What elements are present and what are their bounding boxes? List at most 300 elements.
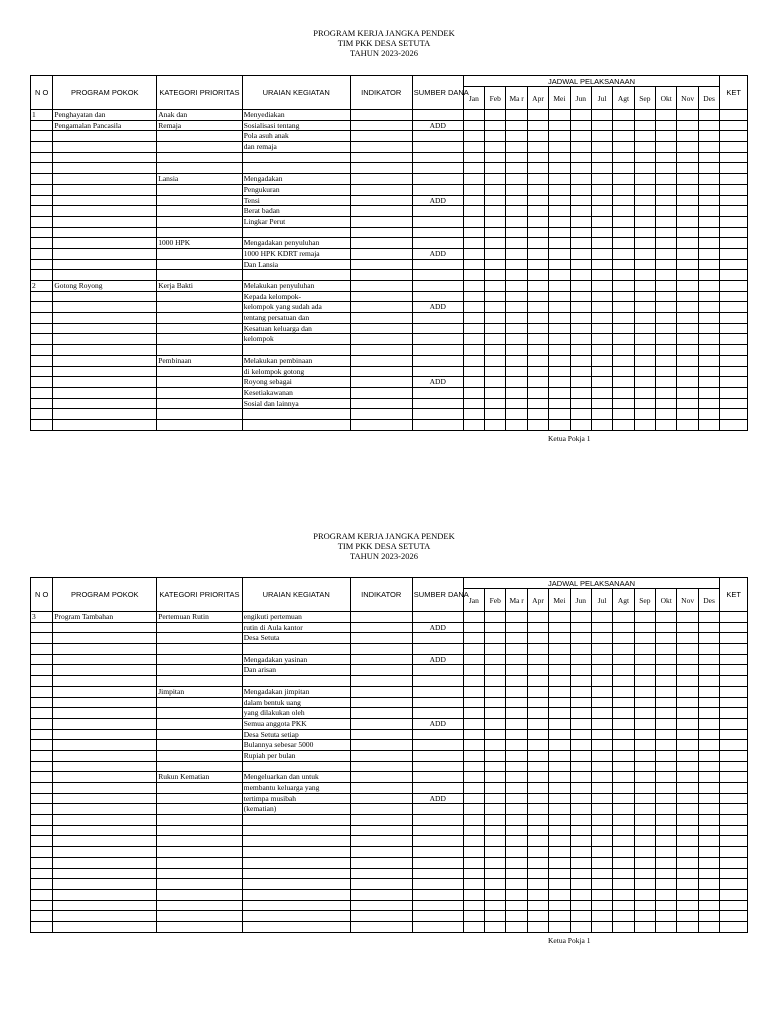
cell-uraian bbox=[242, 847, 350, 858]
cell-uraian: rutin di Aula kantor bbox=[242, 622, 350, 633]
document-title-2 bbox=[0, 531, 768, 561]
cell-month bbox=[591, 120, 612, 131]
cell-month bbox=[698, 750, 720, 761]
cell-ket bbox=[720, 313, 748, 324]
cell-sumber-dana: ADD bbox=[412, 622, 463, 633]
table-row bbox=[31, 238, 748, 249]
cell-month bbox=[463, 163, 484, 174]
cell-program-pokok bbox=[53, 921, 157, 932]
cell-month bbox=[485, 227, 506, 238]
cell-month bbox=[677, 184, 698, 195]
table-row bbox=[31, 120, 748, 131]
cell-month bbox=[698, 804, 720, 815]
cell-month bbox=[570, 345, 591, 356]
cell-month bbox=[570, 281, 591, 292]
table-row bbox=[31, 409, 748, 420]
header-month: Agt bbox=[613, 589, 634, 612]
cell-month bbox=[656, 772, 677, 783]
cell-month bbox=[591, 270, 612, 281]
cell-month bbox=[463, 227, 484, 238]
cell-month bbox=[698, 334, 720, 345]
cell-sumber-dana bbox=[412, 836, 463, 847]
cell-month bbox=[549, 313, 570, 324]
cell-month bbox=[591, 174, 612, 185]
cell-indikator bbox=[350, 815, 412, 826]
cell-month bbox=[677, 387, 698, 398]
cell-program-pokok bbox=[53, 142, 157, 153]
cell-month bbox=[527, 206, 548, 217]
cell-month bbox=[549, 323, 570, 334]
cell-indikator bbox=[350, 686, 412, 697]
cell-indikator bbox=[350, 729, 412, 740]
cell-month bbox=[549, 270, 570, 281]
header-indikator: INDIKATOR bbox=[350, 76, 412, 110]
cell-month bbox=[698, 377, 720, 388]
table-row bbox=[31, 761, 748, 772]
cell-month bbox=[549, 110, 570, 121]
cell-month bbox=[634, 900, 655, 911]
cell-kategori bbox=[157, 750, 243, 761]
cell-month bbox=[527, 761, 548, 772]
cell-sumber-dana bbox=[412, 740, 463, 751]
cell-month bbox=[527, 227, 548, 238]
cell-sumber-dana: ADD bbox=[412, 248, 463, 259]
cell-month bbox=[570, 174, 591, 185]
cell-program-pokok bbox=[53, 761, 157, 772]
cell-month bbox=[485, 184, 506, 195]
cell-month bbox=[613, 409, 634, 420]
cell-month bbox=[463, 131, 484, 142]
cell-month bbox=[613, 142, 634, 153]
cell-month bbox=[506, 793, 527, 804]
cell-month bbox=[591, 366, 612, 377]
cell-month bbox=[506, 131, 527, 142]
cell-month bbox=[698, 718, 720, 729]
cell-month bbox=[506, 291, 527, 302]
cell-program-pokok bbox=[53, 793, 157, 804]
cell-ket bbox=[720, 665, 748, 676]
cell-sumber-dana bbox=[412, 206, 463, 217]
cell-month bbox=[677, 142, 698, 153]
table-row bbox=[31, 355, 748, 366]
cell-month bbox=[549, 815, 570, 826]
cell-no bbox=[31, 302, 53, 313]
cell-kategori bbox=[157, 654, 243, 665]
cell-month bbox=[527, 825, 548, 836]
cell-month bbox=[570, 793, 591, 804]
cell-month bbox=[677, 900, 698, 911]
cell-month bbox=[634, 270, 655, 281]
cell-month bbox=[463, 366, 484, 377]
cell-month bbox=[656, 216, 677, 227]
cell-month bbox=[698, 676, 720, 687]
cell-month bbox=[677, 911, 698, 922]
table-row bbox=[31, 686, 748, 697]
cell-program-pokok bbox=[53, 334, 157, 345]
cell-month bbox=[485, 729, 506, 740]
cell-ket bbox=[720, 857, 748, 868]
cell-month bbox=[463, 216, 484, 227]
cell-month bbox=[591, 815, 612, 826]
cell-month bbox=[570, 804, 591, 815]
cell-month bbox=[613, 110, 634, 121]
cell-month bbox=[527, 889, 548, 900]
cell-month bbox=[698, 857, 720, 868]
cell-indikator bbox=[350, 900, 412, 911]
table-row bbox=[31, 708, 748, 719]
cell-month bbox=[613, 131, 634, 142]
cell-indikator bbox=[350, 879, 412, 890]
cell-month bbox=[634, 761, 655, 772]
cell-month bbox=[634, 259, 655, 270]
cell-month bbox=[634, 836, 655, 847]
cell-sumber-dana bbox=[412, 708, 463, 719]
cell-month bbox=[463, 110, 484, 121]
cell-kategori bbox=[157, 665, 243, 676]
cell-kategori bbox=[157, 889, 243, 900]
cell-no bbox=[31, 323, 53, 334]
cell-kategori bbox=[157, 708, 243, 719]
cell-kategori bbox=[157, 366, 243, 377]
header-month: Nov bbox=[677, 589, 698, 612]
table-row bbox=[31, 131, 748, 142]
cell-month bbox=[591, 259, 612, 270]
cell-month bbox=[613, 793, 634, 804]
table-row bbox=[31, 633, 748, 644]
cell-month bbox=[527, 419, 548, 430]
cell-month bbox=[506, 750, 527, 761]
cell-program-pokok bbox=[53, 184, 157, 195]
cell-program-pokok bbox=[53, 633, 157, 644]
cell-month bbox=[677, 644, 698, 655]
cell-ket bbox=[720, 334, 748, 345]
cell-no bbox=[31, 120, 53, 131]
cell-month bbox=[485, 120, 506, 131]
cell-month bbox=[485, 654, 506, 665]
cell-kategori bbox=[157, 387, 243, 398]
title-line: PROGRAM KERJA JANGKA PENDEK bbox=[313, 28, 455, 38]
cell-month bbox=[570, 206, 591, 217]
cell-no bbox=[31, 184, 53, 195]
cell-uraian: Dan Lansia bbox=[242, 259, 350, 270]
cell-month bbox=[656, 665, 677, 676]
cell-month bbox=[698, 921, 720, 932]
cell-kategori bbox=[157, 836, 243, 847]
cell-ket bbox=[720, 281, 748, 292]
cell-indikator bbox=[350, 398, 412, 409]
cell-month bbox=[698, 708, 720, 719]
cell-indikator bbox=[350, 323, 412, 334]
cell-month bbox=[656, 152, 677, 163]
cell-month bbox=[527, 686, 548, 697]
cell-month bbox=[463, 345, 484, 356]
cell-month bbox=[656, 355, 677, 366]
cell-month bbox=[485, 334, 506, 345]
cell-month bbox=[677, 847, 698, 858]
cell-month bbox=[485, 665, 506, 676]
header-month: Ma r bbox=[506, 87, 527, 110]
cell-uraian bbox=[242, 163, 350, 174]
cell-no bbox=[31, 879, 53, 890]
header-uraian: URAIAN KEGIATAN bbox=[242, 578, 350, 612]
table-row bbox=[31, 729, 748, 740]
cell-month bbox=[570, 355, 591, 366]
cell-sumber-dana bbox=[412, 676, 463, 687]
cell-month bbox=[463, 708, 484, 719]
cell-month bbox=[549, 216, 570, 227]
cell-month bbox=[527, 120, 548, 131]
cell-no bbox=[31, 419, 53, 430]
cell-month bbox=[591, 238, 612, 249]
cell-ket bbox=[720, 633, 748, 644]
cell-month bbox=[570, 120, 591, 131]
cell-month bbox=[698, 184, 720, 195]
table-row bbox=[31, 387, 748, 398]
cell-month bbox=[506, 718, 527, 729]
cell-month bbox=[506, 110, 527, 121]
cell-month bbox=[698, 868, 720, 879]
cell-kategori bbox=[157, 152, 243, 163]
cell-uraian bbox=[242, 911, 350, 922]
cell-month bbox=[485, 708, 506, 719]
cell-month bbox=[506, 227, 527, 238]
cell-month bbox=[570, 302, 591, 313]
cell-kategori bbox=[157, 345, 243, 356]
cell-month bbox=[677, 761, 698, 772]
cell-month bbox=[463, 750, 484, 761]
cell-month bbox=[634, 174, 655, 185]
cell-month bbox=[698, 879, 720, 890]
cell-month bbox=[698, 281, 720, 292]
cell-indikator bbox=[350, 409, 412, 420]
cell-indikator bbox=[350, 889, 412, 900]
cell-kategori bbox=[157, 644, 243, 655]
cell-month bbox=[634, 879, 655, 890]
cell-month bbox=[656, 697, 677, 708]
cell-month bbox=[463, 313, 484, 324]
cell-month bbox=[698, 398, 720, 409]
cell-program-pokok bbox=[53, 676, 157, 687]
cell-month bbox=[570, 377, 591, 388]
cell-month bbox=[463, 740, 484, 751]
cell-ket bbox=[720, 729, 748, 740]
cell-month bbox=[656, 323, 677, 334]
cell-month bbox=[677, 419, 698, 430]
cell-no bbox=[31, 847, 53, 858]
cell-month bbox=[463, 142, 484, 153]
cell-month bbox=[506, 345, 527, 356]
cell-month bbox=[634, 612, 655, 623]
cell-sumber-dana bbox=[412, 387, 463, 398]
cell-month bbox=[549, 676, 570, 687]
cell-month bbox=[613, 419, 634, 430]
cell-month bbox=[527, 152, 548, 163]
cell-kategori bbox=[157, 825, 243, 836]
cell-sumber-dana: ADD bbox=[412, 302, 463, 313]
cell-month bbox=[485, 857, 506, 868]
cell-month bbox=[485, 772, 506, 783]
cell-no bbox=[31, 291, 53, 302]
cell-month bbox=[506, 889, 527, 900]
cell-month bbox=[613, 366, 634, 377]
cell-no bbox=[31, 345, 53, 356]
cell-month bbox=[570, 238, 591, 249]
cell-indikator bbox=[350, 131, 412, 142]
table-row bbox=[31, 152, 748, 163]
cell-month bbox=[485, 911, 506, 922]
cell-month bbox=[570, 163, 591, 174]
cell-month bbox=[634, 409, 655, 420]
cell-uraian: Dan arisan bbox=[242, 665, 350, 676]
cell-month bbox=[656, 184, 677, 195]
cell-no bbox=[31, 163, 53, 174]
cell-indikator bbox=[350, 740, 412, 751]
cell-ket bbox=[720, 206, 748, 217]
cell-month bbox=[613, 697, 634, 708]
cell-indikator bbox=[350, 783, 412, 794]
cell-month bbox=[549, 206, 570, 217]
cell-no bbox=[31, 216, 53, 227]
cell-indikator bbox=[350, 921, 412, 932]
cell-kategori bbox=[157, 793, 243, 804]
cell-sumber-dana bbox=[412, 825, 463, 836]
cell-month bbox=[591, 740, 612, 751]
cell-month bbox=[677, 836, 698, 847]
cell-month bbox=[506, 248, 527, 259]
cell-month bbox=[613, 334, 634, 345]
cell-uraian bbox=[242, 761, 350, 772]
cell-month bbox=[677, 750, 698, 761]
cell-month bbox=[485, 718, 506, 729]
cell-month bbox=[634, 911, 655, 922]
cell-month bbox=[506, 879, 527, 890]
cell-month bbox=[656, 622, 677, 633]
cell-month bbox=[656, 921, 677, 932]
cell-month bbox=[506, 419, 527, 430]
cell-month bbox=[591, 355, 612, 366]
cell-no bbox=[31, 355, 53, 366]
cell-month bbox=[634, 152, 655, 163]
cell-month bbox=[698, 409, 720, 420]
cell-no bbox=[31, 633, 53, 644]
cell-ket bbox=[720, 750, 748, 761]
cell-kategori bbox=[157, 206, 243, 217]
cell-month bbox=[527, 387, 548, 398]
cell-sumber-dana bbox=[412, 868, 463, 879]
cell-program-pokok bbox=[53, 174, 157, 185]
cell-month bbox=[549, 355, 570, 366]
cell-month bbox=[549, 804, 570, 815]
cell-program-pokok bbox=[53, 313, 157, 324]
cell-kategori bbox=[157, 847, 243, 858]
cell-indikator bbox=[350, 612, 412, 623]
cell-indikator bbox=[350, 761, 412, 772]
cell-uraian bbox=[242, 889, 350, 900]
cell-month bbox=[656, 740, 677, 751]
cell-kategori bbox=[157, 302, 243, 313]
cell-month bbox=[591, 911, 612, 922]
cell-sumber-dana bbox=[412, 142, 463, 153]
cell-uraian: Mengadakan bbox=[242, 174, 350, 185]
cell-month bbox=[506, 676, 527, 687]
cell-kategori bbox=[157, 142, 243, 153]
cell-month bbox=[527, 174, 548, 185]
cell-sumber-dana bbox=[412, 761, 463, 772]
cell-uraian bbox=[242, 868, 350, 879]
cell-month bbox=[613, 761, 634, 772]
cell-kategori bbox=[157, 131, 243, 142]
cell-sumber-dana bbox=[412, 750, 463, 761]
cell-month bbox=[677, 259, 698, 270]
cell-month bbox=[506, 366, 527, 377]
cell-month bbox=[485, 110, 506, 121]
cell-month bbox=[549, 740, 570, 751]
cell-month bbox=[613, 868, 634, 879]
header-month: Jun bbox=[570, 589, 591, 612]
cell-indikator bbox=[350, 644, 412, 655]
cell-month bbox=[570, 686, 591, 697]
cell-no bbox=[31, 622, 53, 633]
cell-ket bbox=[720, 740, 748, 751]
cell-month bbox=[527, 740, 548, 751]
cell-sumber-dana bbox=[412, 152, 463, 163]
cell-month bbox=[634, 355, 655, 366]
cell-no bbox=[31, 152, 53, 163]
cell-month bbox=[677, 409, 698, 420]
cell-month bbox=[634, 804, 655, 815]
cell-month bbox=[698, 889, 720, 900]
cell-sumber-dana bbox=[412, 323, 463, 334]
cell-month bbox=[527, 355, 548, 366]
cell-uraian: Lingkar Perut bbox=[242, 216, 350, 227]
cell-month bbox=[613, 270, 634, 281]
cell-month bbox=[591, 750, 612, 761]
cell-month bbox=[570, 654, 591, 665]
cell-month bbox=[506, 740, 527, 751]
cell-month bbox=[677, 889, 698, 900]
cell-month bbox=[634, 227, 655, 238]
cell-month bbox=[677, 398, 698, 409]
title-line: PROGRAM KERJA JANGKA PENDEK bbox=[313, 531, 455, 541]
cell-month bbox=[549, 793, 570, 804]
cell-indikator bbox=[350, 291, 412, 302]
cell-month bbox=[527, 409, 548, 420]
cell-month bbox=[549, 195, 570, 206]
cell-month bbox=[549, 163, 570, 174]
cell-month bbox=[485, 740, 506, 751]
cell-ket bbox=[720, 409, 748, 420]
cell-kategori: Lansia bbox=[157, 174, 243, 185]
cell-month bbox=[698, 120, 720, 131]
cell-month bbox=[527, 195, 548, 206]
title-line: TIM PKK DESA SETUTA bbox=[337, 38, 431, 48]
cell-no: 1 bbox=[31, 110, 53, 121]
cell-month bbox=[549, 622, 570, 633]
cell-month bbox=[613, 847, 634, 858]
cell-month bbox=[677, 174, 698, 185]
table-row bbox=[31, 313, 748, 324]
cell-indikator bbox=[350, 163, 412, 174]
cell-month bbox=[485, 750, 506, 761]
cell-ket bbox=[720, 238, 748, 249]
cell-month bbox=[485, 355, 506, 366]
cell-month bbox=[656, 302, 677, 313]
cell-month bbox=[485, 313, 506, 324]
title-line: TIM PKK DESA SETUTA bbox=[337, 541, 431, 551]
cell-uraian bbox=[242, 644, 350, 655]
cell-month bbox=[549, 174, 570, 185]
cell-uraian: Rupiah per bulan bbox=[242, 750, 350, 761]
